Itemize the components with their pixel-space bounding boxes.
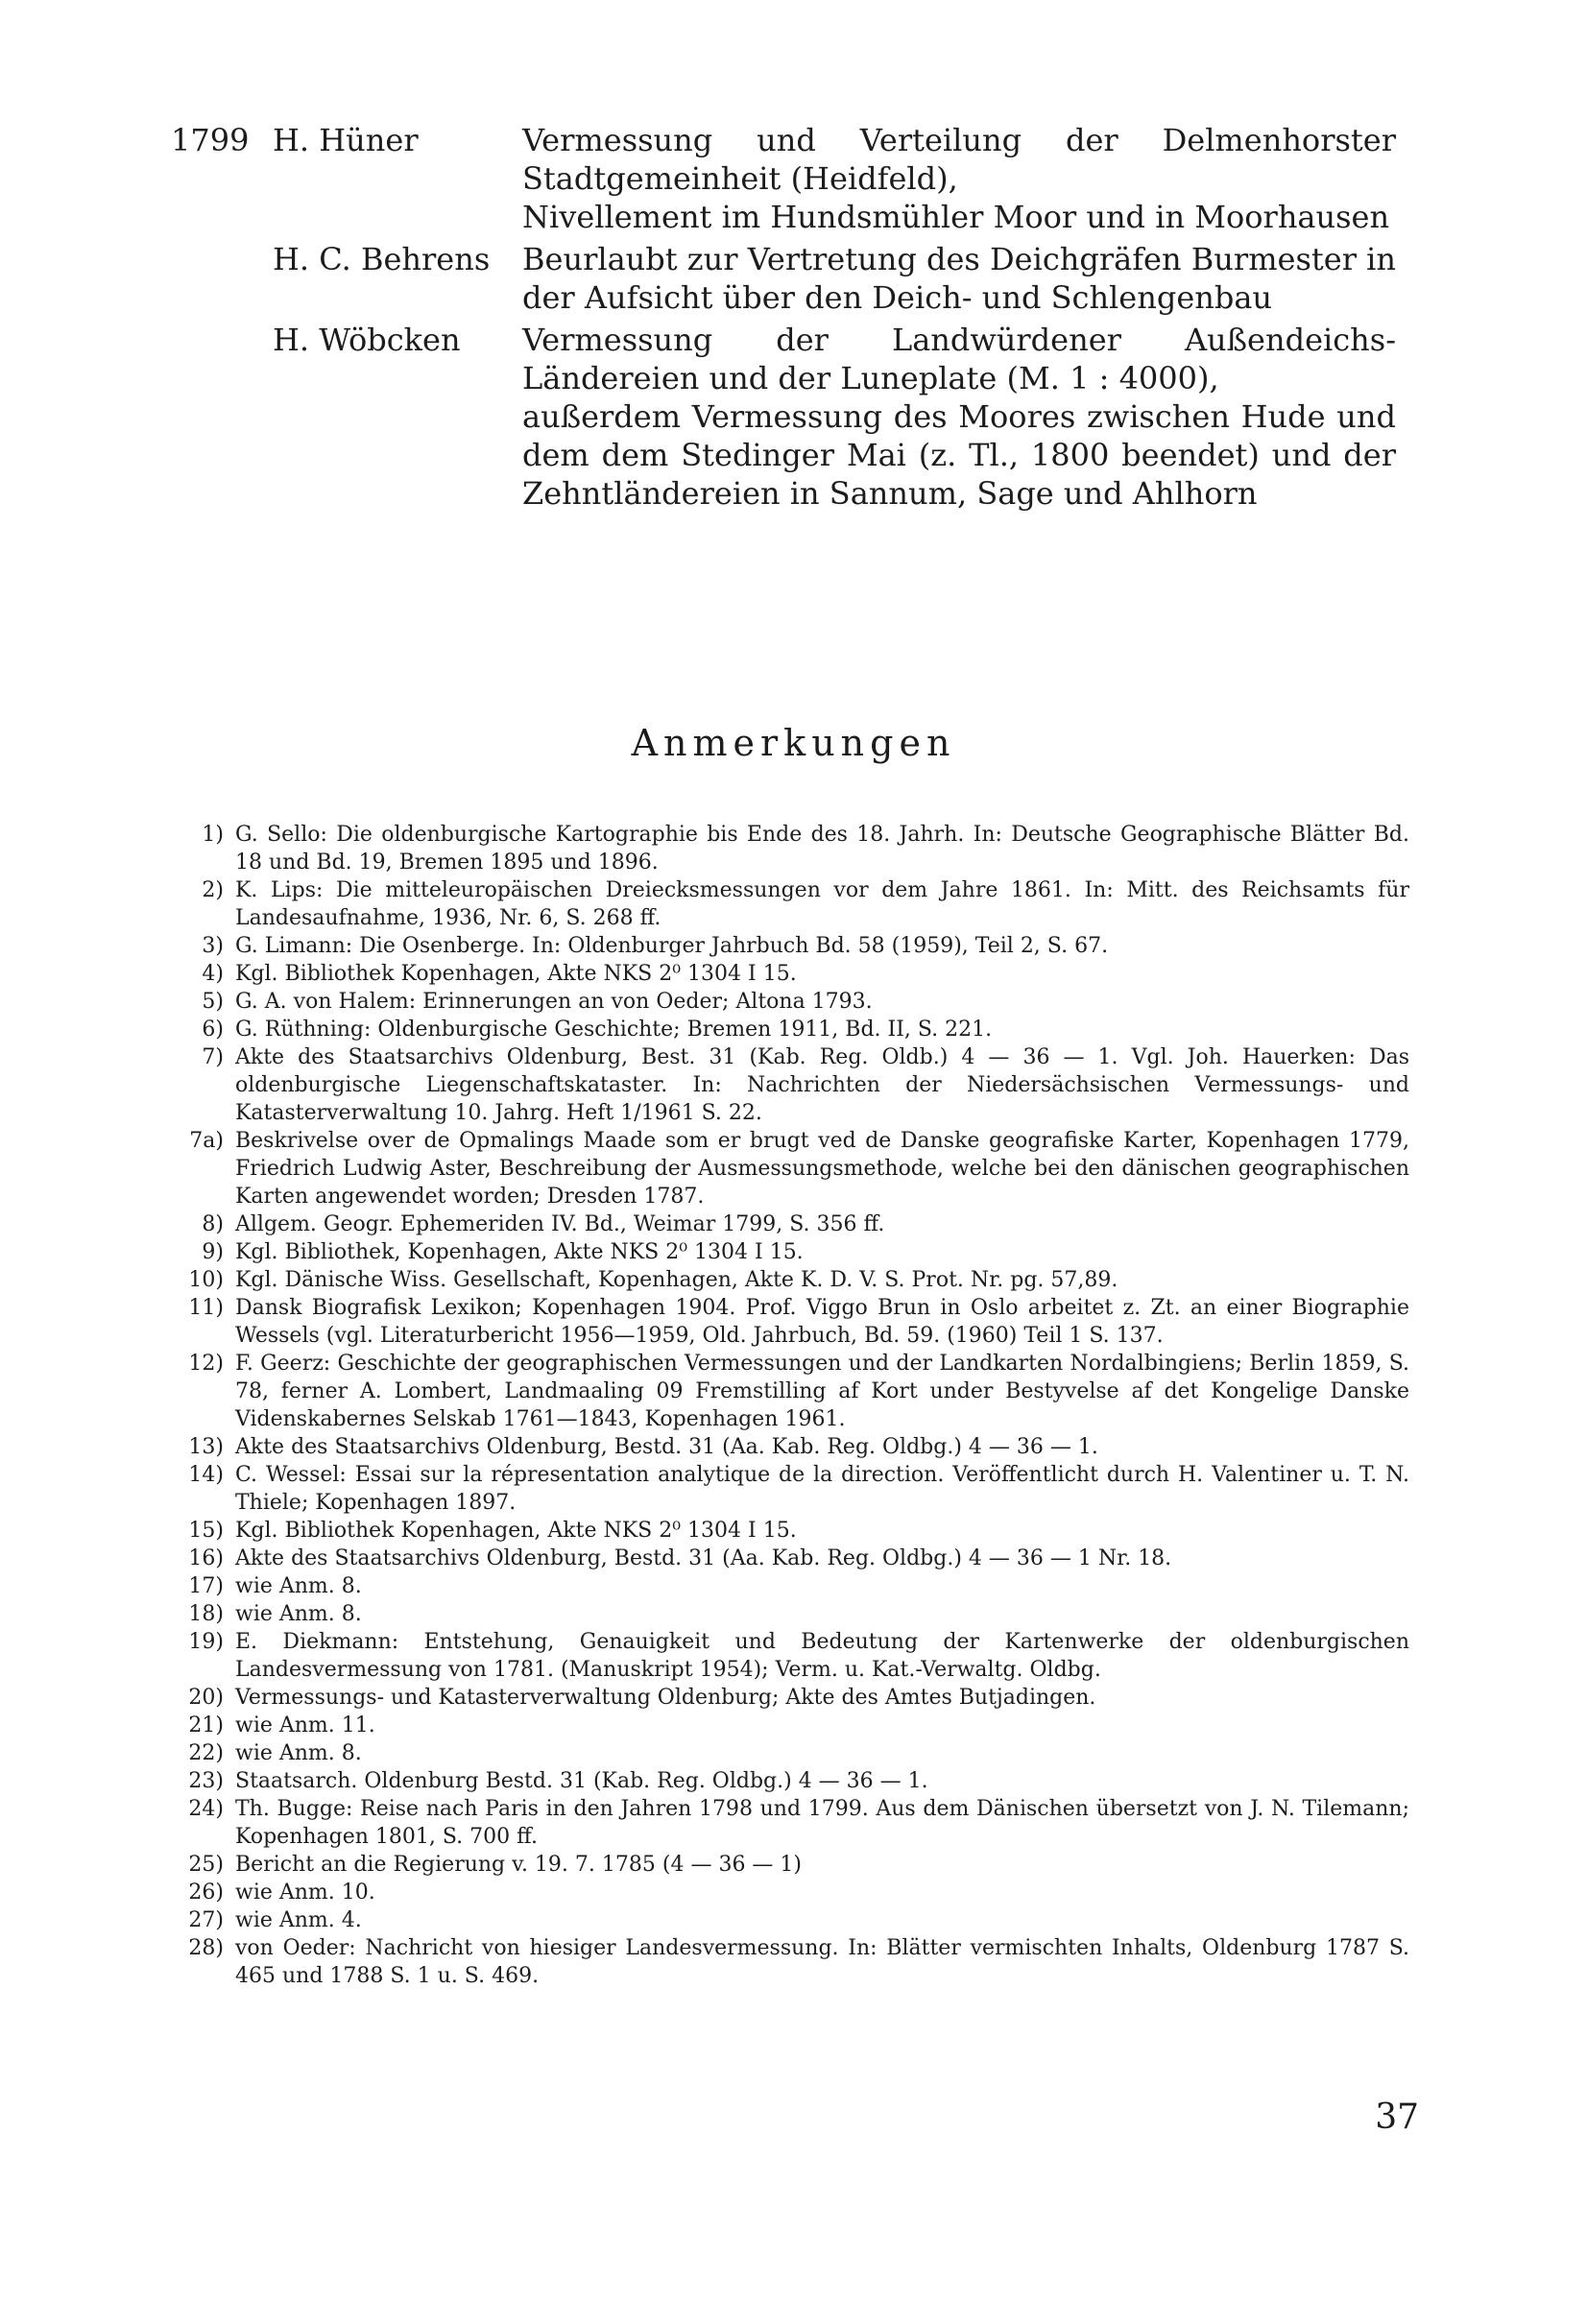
footnote-text: E. Diekmann: Entstehung, Genauigkeit und Bedeutung der Kartenwerke der oldenburgischen Landesvermessung von 1781. (Manuskript 1954); Verm. u. Kat.-Verwaltg. Oldbg. bbox=[235, 1630, 1409, 1682]
entry-description-line: Nivellement im Hundsmühler Moor und in Moorhausen bbox=[522, 199, 1390, 235]
footnote-text: G. A. von Halem: Erinnerungen an von Oeder; Altona 1793. bbox=[235, 990, 873, 1014]
entry-description bbox=[522, 121, 1396, 236]
entry-description bbox=[522, 321, 1396, 513]
entry-description-line: Beurlaubt zur Vertretung des Deichgräfen Burmester in der Aufsicht über den Deich- und Schlengenbau bbox=[522, 241, 1396, 316]
entry-description bbox=[522, 240, 1396, 317]
footnote-text: Kgl. Bibliothek, Kopenhagen, Akte NKS 2⁰ 1304 I 15. bbox=[235, 1240, 804, 1264]
footnote bbox=[171, 1795, 1409, 1851]
entry-surveyor-name: H. Hüner bbox=[273, 122, 419, 158]
footnote-text: Kgl. Bibliothek Kopenhagen, Akte NKS 2⁰ 1304 I 15. bbox=[235, 1519, 797, 1543]
footnote bbox=[171, 821, 1409, 876]
footnote-text: Staatsarch. Oldenburg Bestd. 31 (Kab. Reg. Oldbg.) 4 — 36 — 1. bbox=[235, 1769, 928, 1793]
footnote bbox=[171, 1016, 1409, 1043]
footnote-number: 21) bbox=[188, 1713, 224, 1737]
footnote bbox=[171, 1350, 1409, 1433]
footnote-number: 4) bbox=[202, 962, 224, 986]
footnote-text: wie Anm. 8. bbox=[235, 1602, 362, 1626]
entry-surveyor-name: H. Wöbcken bbox=[273, 322, 461, 358]
footnote-text: Akte des Staatsarchivs Oldenburg, Bestd. 31 (Aa. Kab. Reg. Oldbg.) 4 — 36 — 1. bbox=[235, 1435, 1098, 1459]
footnote-number: 26) bbox=[188, 1881, 224, 1905]
footnote-number: 2) bbox=[202, 878, 224, 902]
footnote bbox=[171, 988, 1409, 1016]
footnote-number: 24) bbox=[188, 1797, 224, 1821]
footnote-text: G. Limann: Die Osenberge. In: Oldenburger Jahrbuch Bd. 58 (1959), Teil 2, S. 67. bbox=[235, 934, 1109, 958]
footnote bbox=[171, 1879, 1409, 1906]
footnote bbox=[171, 876, 1409, 932]
footnote bbox=[171, 1238, 1409, 1266]
footnote bbox=[171, 932, 1409, 960]
survey-entries bbox=[171, 121, 1419, 516]
footnote-text: Allgem. Geogr. Ephemeriden IV. Bd., Weimar 1799, S. 356 ff. bbox=[235, 1212, 885, 1236]
footnote-text: K. Lips: Die mitteleuropäischen Dreiecksmessungen vor dem Jahre 1861. In: Mitt. des Reichsamts für Landesaufnahme, 1936, Nr. 6, S. 268 ff. bbox=[235, 878, 1409, 930]
survey-entry bbox=[171, 321, 1419, 513]
page-number: 37 bbox=[1375, 2097, 1419, 2137]
footnote bbox=[171, 1127, 1409, 1210]
footnote-text: Kgl. Bibliothek Kopenhagen, Akte NKS 2⁰ 1304 I 15. bbox=[235, 962, 797, 986]
footnote bbox=[171, 1545, 1409, 1572]
footnote-number: 22) bbox=[188, 1741, 224, 1765]
footnote-number: 3) bbox=[202, 934, 224, 958]
footnote-text: Th. Bugge: Reise nach Paris in den Jahren 1798 und 1799. Aus dem Dänischen übersetzt von J. N. Tilemann; Kopenhagen 1801, S. 700 ff. bbox=[235, 1797, 1409, 1849]
footnotes-list bbox=[171, 821, 1409, 1990]
footnote bbox=[171, 1210, 1409, 1238]
footnote-text: F. Geerz: Geschichte der geographischen Vermessungen und der Landkarten Nordalbingiens; Berlin 1859, S. 78, ferner A. Lombert, Landmaaling 09 Fremstilling af Kort under Bestyvelse af det Kongelige Danske Videnskabernes Selskab 1761—1843, Kopenhagen 1961. bbox=[235, 1352, 1409, 1431]
footnote-text: Beskrivelse over de Opmalings Maade som er brugt ved de Danske geografiske Karter, Kopenhagen 1779, Friedrich Ludwig Aster, Beschreibung der Ausmessungsmethode, welche bei den dänischen geographischen Karten angewendet worden; Dresden 1787. bbox=[235, 1129, 1409, 1209]
footnote-number: 16) bbox=[188, 1546, 224, 1570]
footnote-number: 10) bbox=[188, 1268, 224, 1292]
survey-entry bbox=[171, 240, 1419, 317]
entry-description-line: Vermessung und Verteilung der Delmenhorster Stadtgemeinheit (Heidfeld), bbox=[522, 122, 1396, 197]
entry-year: 1799 bbox=[171, 122, 250, 158]
footnote bbox=[171, 1600, 1409, 1628]
footnote-text: G. Rüthning: Oldenburgische Geschichte; Bremen 1911, Bd. II, S. 221. bbox=[235, 1018, 993, 1042]
footnote-text: wie Anm. 8. bbox=[235, 1574, 362, 1598]
footnote-number: 27) bbox=[188, 1908, 224, 1932]
footnote-number: 25) bbox=[188, 1853, 224, 1877]
footnote-text: C. Wessel: Essai sur la répresentation analytique de la direction. Veröffentlicht durch H. Valentiner u. T. N. Thiele; Kopenhagen 1897. bbox=[235, 1463, 1409, 1515]
footnote-number: 12) bbox=[188, 1352, 224, 1376]
footnote-number: 11) bbox=[188, 1296, 224, 1320]
survey-entry bbox=[171, 121, 1419, 236]
footnote-text: G. Sello: Die oldenburgische Kartographie bis Ende des 18. Jahrh. In: Deutsche Geographische Blätter Bd. 18 und Bd. 19, Bremen 1895 und 1896. bbox=[235, 823, 1409, 874]
footnote-text: Dansk Biografisk Lexikon; Kopenhagen 1904. Prof. Viggo Brun in Oslo arbeitet z. Zt. an einer Biographie Wessels (vgl. Literaturbericht 1956—1959, Old. Jahrbuch, Bd. 59. (1960) Teil 1 S. 137. bbox=[235, 1296, 1409, 1348]
footnote-number: 17) bbox=[188, 1574, 224, 1598]
footnote bbox=[171, 1433, 1409, 1461]
footnote-text: wie Anm. 11. bbox=[235, 1713, 375, 1737]
footnote-text: Akte des Staatsarchivs Oldenburg, Bestd. 31 (Aa. Kab. Reg. Oldbg.) 4 — 36 — 1 Nr. 18. bbox=[235, 1546, 1172, 1570]
footnote-text: wie Anm. 10. bbox=[235, 1881, 375, 1905]
footnote bbox=[171, 960, 1409, 988]
footnote-number: 20) bbox=[188, 1686, 224, 1710]
footnote bbox=[171, 1739, 1409, 1767]
footnote bbox=[171, 1851, 1409, 1879]
footnote bbox=[171, 1517, 1409, 1545]
footnote-number: 19) bbox=[188, 1630, 224, 1654]
footnote-text: wie Anm. 4. bbox=[235, 1908, 362, 1932]
footnote bbox=[171, 1684, 1409, 1712]
footnote bbox=[171, 1294, 1409, 1350]
footnote-text: Vermessungs- und Katasterverwaltung Oldenburg; Akte des Amtes Butjadingen. bbox=[235, 1686, 1096, 1710]
footnote bbox=[171, 1628, 1409, 1684]
footnote bbox=[171, 1266, 1409, 1294]
footnote-number: 28) bbox=[188, 1936, 224, 1960]
footnote-number: 15) bbox=[188, 1519, 224, 1543]
entry-surveyor-name: H. C. Behrens bbox=[273, 241, 491, 277]
footnote bbox=[171, 1572, 1409, 1600]
footnote-text: wie Anm. 8. bbox=[235, 1741, 362, 1765]
footnote bbox=[171, 1934, 1409, 1990]
footnote-text: von Oeder: Nachricht von hiesiger Landesvermessung. In: Blätter vermischten Inhalts, Oldenburg 1787 S. 465 und 1788 S. 1 u. S. 469. bbox=[235, 1936, 1409, 1988]
footnote bbox=[171, 1712, 1409, 1739]
section-heading: Anmerkungen bbox=[631, 722, 956, 764]
footnote-number: 9) bbox=[202, 1240, 224, 1264]
footnote-number: 6) bbox=[202, 1018, 224, 1042]
footnote-number: 7a) bbox=[189, 1129, 224, 1153]
footnote-number: 23) bbox=[188, 1769, 224, 1793]
entry-description-line: Vermessung der Landwürdener Außendeichs-Ländereien und der Luneplate (M. 1 : 4000), bbox=[522, 322, 1396, 396]
footnote bbox=[171, 1906, 1409, 1934]
footnote-number: 8) bbox=[202, 1212, 224, 1236]
footnote-number: 18) bbox=[188, 1602, 224, 1626]
footnote-number: 13) bbox=[188, 1435, 224, 1459]
footnote-number: 14) bbox=[188, 1463, 224, 1487]
footnote bbox=[171, 1767, 1409, 1795]
footnote bbox=[171, 1461, 1409, 1517]
footnote bbox=[171, 1043, 1409, 1127]
footnote-number: 5) bbox=[202, 990, 224, 1014]
footnote-text: Bericht an die Regierung v. 19. 7. 1785 (4 — 36 — 1) bbox=[235, 1853, 803, 1877]
footnote-text: Kgl. Dänische Wiss. Gesellschaft, Kopenhagen, Akte K. D. V. S. Prot. Nr. pg. 57,89. bbox=[235, 1268, 1118, 1292]
footnote-number: 1) bbox=[202, 823, 224, 847]
footnote-number: 7) bbox=[202, 1045, 224, 1069]
footnote-text: Akte des Staatsarchivs Oldenburg, Best. 31 (Kab. Reg. Oldb.) 4 — 36 — 1. Vgl. Joh. Hauerken: Das oldenburgische Liegenschaftskataster. In: Nachrichten der Niedersächsischen Vermessungs- und Katasterverwaltung 10. Jahrg. Heft 1/1961 S. 22. bbox=[235, 1045, 1409, 1125]
entry-description-line: außerdem Vermessung des Moores zwischen Hude und dem dem Stedinger Mai (z. Tl., 1800 beendet) und der Zehntländereien in Sannum, Sage und Ahlhorn bbox=[522, 398, 1396, 512]
